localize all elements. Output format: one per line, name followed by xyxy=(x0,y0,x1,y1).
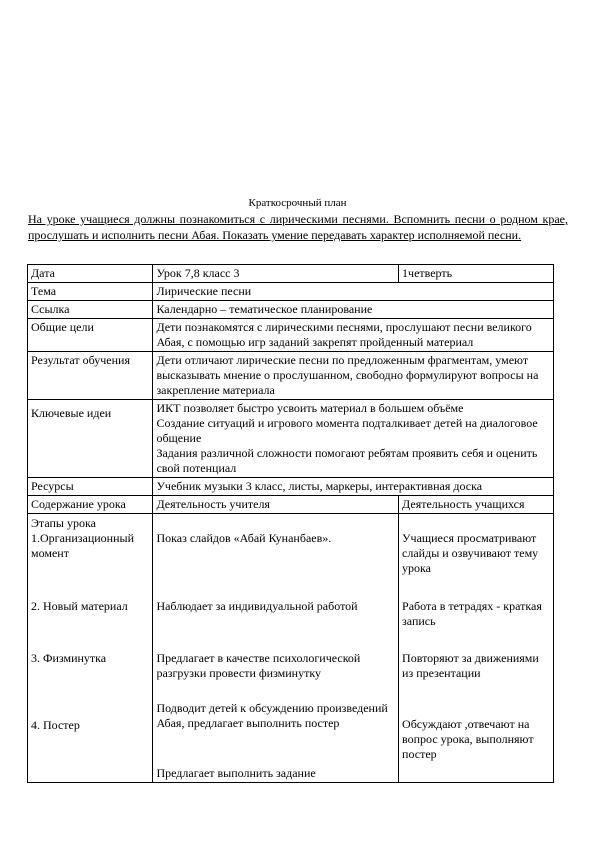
row-resources xyxy=(28,478,554,496)
idea-item: Задания различной сложности помогают ребятам проявить себя и оценить свой потенциал xyxy=(156,446,538,475)
row-content-header xyxy=(28,496,554,514)
stages-title: Этапы урока xyxy=(31,516,96,530)
student-activity: Повторяют за движениями из презентации xyxy=(402,651,539,680)
students-column xyxy=(399,514,554,783)
content-label: Содержание урока xyxy=(28,496,153,514)
document-title: Краткосрочный план xyxy=(248,197,347,209)
stage-name: 2. Новый материал xyxy=(31,599,128,613)
stage-name: 1.Организационный момент xyxy=(31,531,134,560)
row-topic xyxy=(28,283,554,301)
topic-cell: Лирические песни xyxy=(153,283,554,301)
date-label: Дата xyxy=(28,265,153,283)
intro-paragraph: На уроке учащиеся должны познакомиться с лирическими песнями. Вспомнить песни о родном крае, прослушать и исполнить песни Абая. Показать умение передавать характер исполняемой песни. xyxy=(28,212,568,242)
students-header: Деятельность учащихся xyxy=(399,496,554,514)
teacher-activity: Подводит детей к обсуждению произведений Абая, предлагает выполнить постер xyxy=(156,701,388,730)
student-activity: Учащиеся просматривают слайды и озвучивают тему урока xyxy=(402,531,539,575)
ideas-cell xyxy=(153,400,554,478)
resources-cell: Учебник музыки 3 класс, листы, маркеры, интерактивная доска xyxy=(153,478,554,496)
quarter-cell: 1четверть xyxy=(399,265,554,283)
idea-item: Создание ситуаций и игрового момента подталкивает детей на диалоговое общение xyxy=(156,416,538,445)
idea-item: ИКТ позволяет быстро усвоить материал в большем объёме xyxy=(156,401,464,415)
row-date xyxy=(28,265,554,283)
goals-label: Общие цели xyxy=(28,319,153,352)
resources-label: Ресурсы xyxy=(28,478,153,496)
lesson-plan-table xyxy=(27,264,554,783)
row-link xyxy=(28,301,554,319)
teacher-activity: Предлагает выполнить задание xyxy=(156,766,316,780)
student-activity: Работа в тетрадях - краткая запись xyxy=(402,599,542,628)
ideas-label: Ключевые идеи xyxy=(28,400,153,478)
topic-label: Тема xyxy=(28,283,153,301)
student-activity: Обсуждают ,отвечают на вопрос урока, выполняют постер xyxy=(402,717,534,761)
link-label: Ссылка xyxy=(28,301,153,319)
goals-cell: Дети познакомятся с лирическими песнями, прослушают песни великого Абая, с помощью игр заданий закрепят пройденный материал xyxy=(153,319,554,352)
row-result xyxy=(28,352,554,400)
stages-column xyxy=(28,514,153,783)
lesson-cell: Урок 7,8 класс 3 xyxy=(153,265,399,283)
teacher-activity: Предлагает в качестве психологической разгрузки провести физминутку xyxy=(156,651,361,680)
teacher-header: Деятельность учителя xyxy=(153,496,399,514)
row-goals xyxy=(28,319,554,352)
row-ideas xyxy=(28,400,554,478)
row-stages xyxy=(28,514,554,783)
result-label: Результат обучения xyxy=(28,352,153,400)
teacher-activity: Показ слайдов «Абай Кунанбаев». xyxy=(156,531,332,545)
stage-name: 3. Физминутка xyxy=(31,651,107,665)
teacher-activity: Наблюдает за индивидуальной работой xyxy=(156,599,358,613)
result-cell: Дети отличают лирические песни по предложенным фрагментам, умеют высказывать мнение о прослушанном, свободно формулируют вопросы на закрепление материала xyxy=(153,352,554,400)
teacher-column xyxy=(153,514,399,783)
stage-name: 4. Постер xyxy=(31,718,80,732)
link-cell: Календарно – тематическое планирование xyxy=(153,301,554,319)
